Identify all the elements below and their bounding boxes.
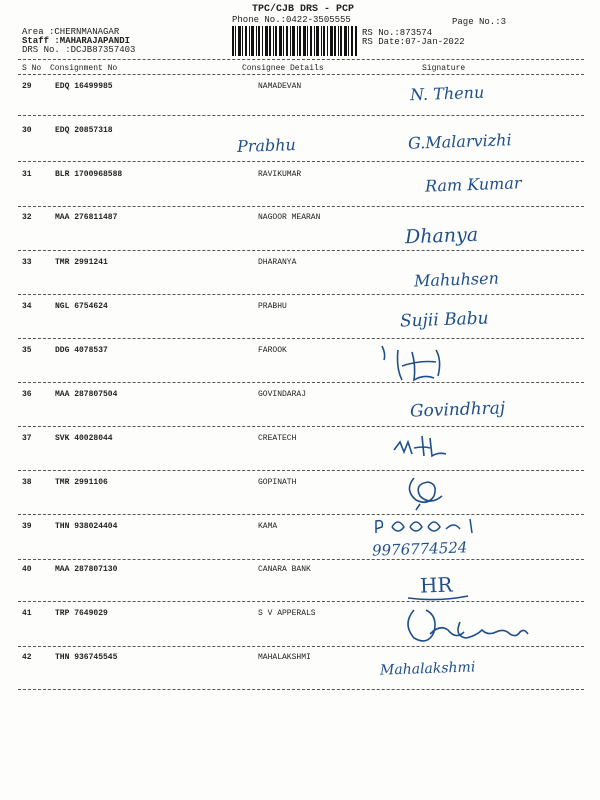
- divider: [18, 294, 584, 295]
- row-sno: 34: [22, 302, 32, 311]
- row-consignment: MAA 287807130: [55, 565, 118, 574]
- row-sno: 37: [22, 434, 32, 443]
- column-header-consignment: Consignment No: [50, 64, 118, 73]
- divider: [18, 161, 584, 162]
- row-sno: 40: [22, 565, 32, 574]
- signature-handwriting: Ram Kumar: [424, 173, 522, 196]
- row-sno: 42: [22, 653, 32, 662]
- signature-scribble: [372, 515, 482, 537]
- row-consignee: RAVIKUMAR: [258, 170, 302, 179]
- signature-handwriting: Govindhraj: [409, 398, 506, 422]
- area-field: Area :CHERNMANAGAR: [22, 27, 120, 37]
- divider: [18, 646, 584, 647]
- signature-scribble: [392, 430, 452, 462]
- row-consignment: TMR 2991106: [55, 478, 108, 487]
- row-consignment: TMR 2991241: [55, 258, 108, 267]
- row-consignment: BLR 1700968588: [55, 170, 123, 179]
- signature-handwriting: Sujii Babu: [399, 308, 489, 332]
- signature-handwriting: HR: [419, 572, 453, 598]
- row-sno: 33: [22, 258, 32, 267]
- divider: [18, 250, 584, 251]
- divider: [18, 514, 584, 515]
- divider: [18, 338, 584, 339]
- signature-handwriting: Mahuhsen: [413, 268, 500, 291]
- row-consignee: S V APPERALS: [258, 609, 316, 618]
- row-consignee: MAHALAKSHMI: [258, 653, 311, 662]
- row-consignee: CREATECH: [258, 434, 297, 443]
- divider: [18, 59, 584, 60]
- row-consignment: MAA 276811487: [55, 213, 118, 222]
- signature-underline: [404, 568, 474, 604]
- signature-handwriting: 9976774524: [371, 538, 468, 560]
- signature-handwriting: N. Thenu: [409, 82, 485, 105]
- divider: [18, 470, 584, 471]
- barcode-image: [232, 26, 357, 56]
- row-consignment: NGL 6754624: [55, 302, 108, 311]
- divider: [18, 206, 584, 207]
- row-consignment: SVK 40028044: [55, 434, 113, 443]
- row-consignee: FAROOK: [258, 346, 287, 355]
- row-consignee: NAGOOR MEARAN: [258, 213, 321, 222]
- phone-number: Phone No.:0422-3505555: [232, 15, 351, 25]
- signature-handwriting: Dhanya: [404, 223, 479, 249]
- row-sno: 32: [22, 213, 32, 222]
- row-sno: 41: [22, 609, 32, 618]
- signature-handwriting: G.Malarvizhi: [407, 130, 512, 153]
- row-sno: 38: [22, 478, 32, 487]
- handwritten-note: Prabhu: [236, 134, 297, 157]
- rs-date: RS Date:07-Jan-2022: [362, 37, 465, 47]
- row-consignee: NAMADEVAN: [258, 82, 302, 91]
- row-consignment: THN 938024404: [55, 522, 118, 531]
- divider: [18, 115, 584, 116]
- row-consignment: DDG 4078537: [55, 346, 108, 355]
- row-consignee: DHARANYA: [258, 258, 297, 267]
- row-sno: 35: [22, 346, 32, 355]
- drs-number: DRS No. :DCJB87357403: [22, 45, 136, 55]
- divider: [18, 382, 584, 383]
- column-header-signature: Signature: [422, 64, 466, 73]
- document-title: TPC/CJB DRS - PCP: [252, 4, 355, 15]
- row-consignee: GOPINATH: [258, 478, 297, 487]
- row-sno: 36: [22, 390, 32, 399]
- divider: [18, 689, 584, 690]
- staff-field: Staff :MAHARAJAPANDI: [22, 36, 131, 46]
- row-consignee: PRABHU: [258, 302, 287, 311]
- row-consignee: CANARA BANK: [258, 565, 311, 574]
- signature-handwriting: Mahalakshmi: [379, 659, 476, 679]
- row-consignment: MAA 287807504: [55, 390, 118, 399]
- row-sno: 30: [22, 126, 32, 135]
- rs-number: RS No.:873574: [362, 28, 433, 38]
- row-consignment: TRP 7649029: [55, 609, 108, 618]
- signature-scribble: [400, 602, 540, 652]
- signature-scribble: [402, 472, 452, 512]
- column-header-consignee: Consignee Details: [242, 64, 324, 73]
- divider: [18, 74, 584, 75]
- row-consignee: GOVINDARAJ: [258, 390, 307, 399]
- row-sno: 39: [22, 522, 32, 531]
- page-number: Page No.:3: [452, 17, 507, 27]
- column-header-sno: S No: [22, 64, 42, 73]
- row-consignment: EDQ 20857318: [55, 126, 113, 135]
- row-sno: 31: [22, 170, 32, 179]
- divider: [18, 559, 584, 560]
- row-sno: 29: [22, 82, 32, 91]
- row-consignment: THN 936745545: [55, 653, 118, 662]
- row-consignment: EDQ 16499985: [55, 82, 113, 91]
- row-consignee: KAMA: [258, 522, 278, 531]
- divider: [18, 426, 584, 427]
